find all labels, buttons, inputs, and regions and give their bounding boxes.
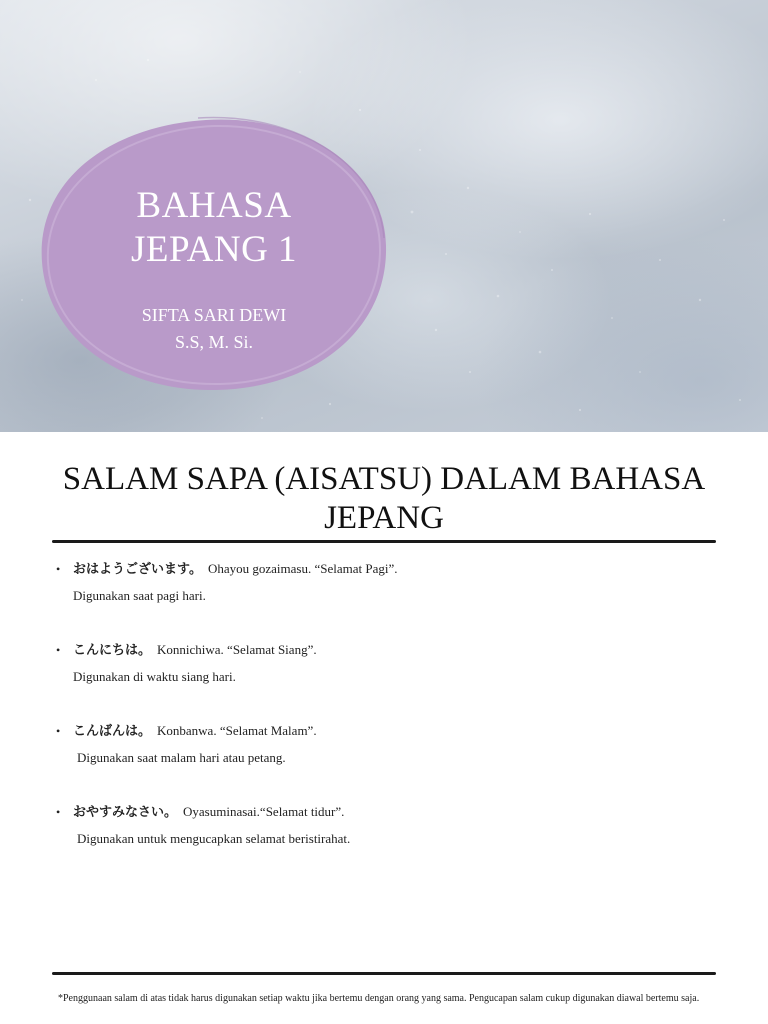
list-item-ohayou — [56, 560, 716, 605]
japanese-phrase: おはようございます。 — [73, 562, 202, 577]
title-line-2: JEPANG 1 — [130, 229, 298, 270]
footer-divider — [52, 972, 716, 975]
heading-divider — [52, 540, 716, 543]
usage-description: Digunakan di waktu siang hari. — [73, 669, 236, 684]
japanese-phrase: こんにちは。 — [73, 643, 152, 658]
presentation-title — [40, 184, 388, 272]
title-line-1: BAHASA — [136, 185, 292, 226]
romaji-translation: Konbanwa. “Selamat Malam”. — [157, 723, 317, 738]
romaji-translation: Ohayou gozaimasu. “Selamat Pagi”. — [207, 561, 398, 576]
bullet-icon: • — [56, 724, 61, 738]
usage-description: Digunakan saat pagi hari. — [73, 588, 206, 603]
author-line-1: SIFTA SARI DEWI — [141, 305, 287, 325]
list-item-konnichiwa — [56, 641, 716, 686]
japanese-phrase: おやすみなさい。 — [73, 805, 178, 820]
bullet-icon: • — [56, 643, 61, 657]
list-item-konbanwa — [56, 722, 716, 767]
heading-line-2: JEPANG — [324, 500, 444, 536]
bullet-icon: • — [56, 805, 61, 819]
romaji-translation: Konnichiwa. “Selamat Siang”. — [157, 642, 317, 657]
author-line-2: S.S, M. Si. — [174, 332, 254, 352]
japanese-phrase: こんばんは。 — [73, 724, 152, 739]
slide-heading — [40, 460, 728, 538]
author-name — [40, 302, 388, 356]
footnote: *Penggunaan salam di atas tidak harus digunakan setiap waktu jika bertemu dengan orang yang sama. Pengucapan salam cukup digunakan diawal bertemu saja. — [58, 993, 700, 1004]
romaji-translation: Oyasuminasai.“Selamat tidur”. — [183, 804, 345, 819]
bullet-icon: • — [56, 562, 61, 576]
list-item-oyasuminasai — [56, 803, 716, 848]
usage-description: Digunakan saat malam hari atau petang. — [77, 750, 286, 765]
content-slide — [0, 432, 768, 1024]
usage-description: Digunakan untuk mengucapkan selamat beristirahat. — [77, 831, 351, 846]
title-slide — [0, 0, 768, 432]
heading-line-1: SALAM SAPA (AISATSU) DALAM BAHASA — [62, 461, 706, 497]
